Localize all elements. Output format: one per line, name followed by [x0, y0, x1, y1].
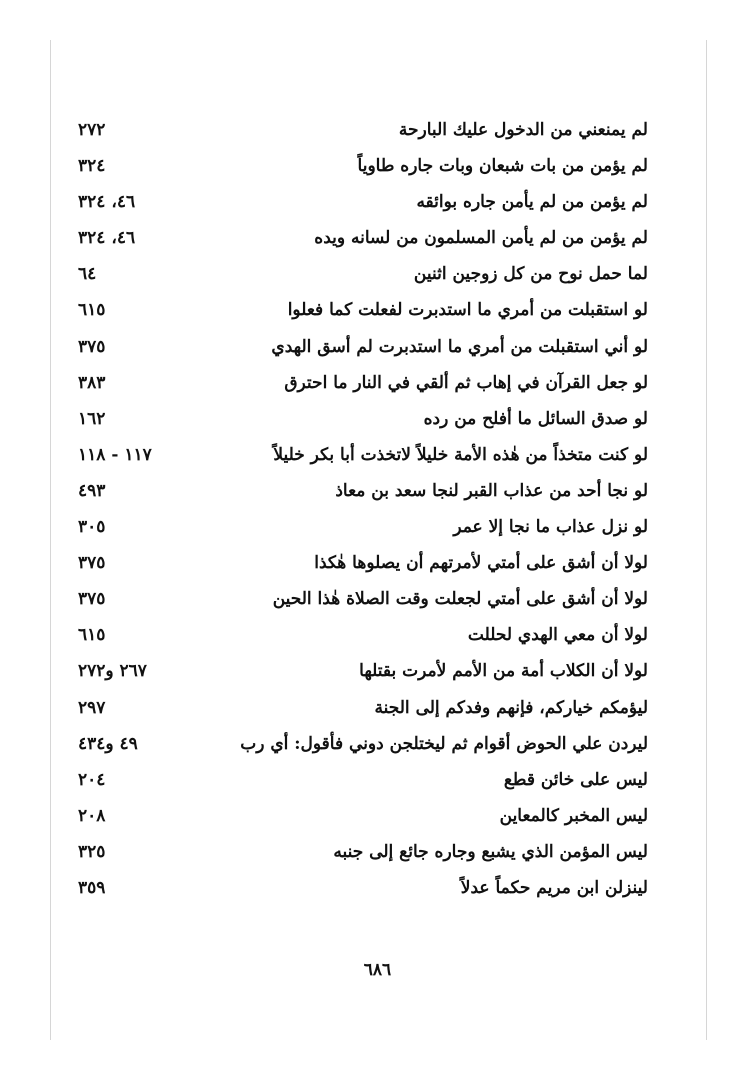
entry-page-ref: ٣٧٥ [78, 336, 106, 357]
index-entry [78, 621, 648, 657]
entry-text: لما حمل نوح من كل زوجين اثنين [413, 264, 648, 285]
index-entry [78, 730, 648, 766]
index-entry [78, 874, 648, 910]
index-entry [78, 477, 648, 513]
entry-page-ref: ٣٨٣ [78, 372, 106, 393]
entry-page-ref: ٦١٥ [78, 300, 106, 321]
index-entry [78, 585, 648, 621]
index-entry [78, 152, 648, 188]
entry-page-ref: ٢٧٢ [78, 120, 106, 140]
entry-page-ref: ٦٤ [78, 264, 97, 285]
entry-text: ليردن علي الحوض أقوام ثم ليختلجن دوني فأقول: أي رب [240, 733, 648, 754]
scan-edge-line [706, 40, 707, 1040]
entry-text: لم يؤمن من لم يأمن المسلمون من لسانه ويده [314, 228, 648, 249]
entry-text: لولا أن أشق على أمتي لجعلت وقت الصلاة هٰذا الحين [272, 589, 648, 610]
entry-page-ref: ٣٠٥ [78, 517, 106, 538]
index-entry [78, 188, 648, 224]
entry-page-ref: ٢٠٨ [78, 805, 106, 826]
index-entry [78, 405, 648, 441]
index-entry [78, 657, 648, 693]
entry-page-ref: ١٦٢ [78, 408, 106, 429]
entry-page-ref: ٣٧٥ [78, 589, 106, 610]
index-entry [78, 802, 648, 838]
entry-page-ref: ٤٩ و٤٣٤ [78, 733, 138, 754]
entry-page-ref: ٤٩٣ [78, 480, 106, 501]
entry-text: ليس المؤمن الذي يشبع وجاره جائع إلى جنبه [333, 841, 648, 862]
index-entry [78, 838, 648, 874]
entry-text: لولا أن معي الهدي لحللت [467, 625, 648, 646]
entry-page-ref: ٢٦٧ و٢٧٢ [78, 661, 147, 682]
index-entry [78, 224, 648, 260]
index-entry [78, 441, 648, 477]
entry-text: لو أني استقبلت من أمري ما استدبرت لم أسق الهدي [271, 336, 648, 357]
entry-text: لينزلن ابن مريم حكماً عدلاً [460, 877, 648, 898]
entry-page-ref: ٤٦، ٣٢٤ [78, 228, 136, 249]
entry-text: لو صدق السائل ما أفلح من رده [423, 408, 648, 429]
entry-page-ref: ٦١٥ [78, 625, 106, 646]
entry-text: لو نزل عذاب ما نجا إلا عمر [453, 517, 648, 538]
entry-text: ليؤمكم خياركم، فإنهم وفدكم إلى الجنة [374, 697, 648, 718]
entry-text: لولا أن الكلاب أمة من الأمم لأمرت بقتلها [359, 661, 648, 682]
entry-text: ليس على خائن قطع [503, 769, 648, 790]
entry-page-ref: ٢٩٧ [78, 697, 106, 718]
entry-page-ref: ٣٢٤ [78, 156, 106, 177]
index-entry [78, 369, 648, 405]
entry-page-ref: ١١٧ - ١١٨ [78, 444, 152, 465]
entry-page-ref: ٣٢٥ [78, 841, 106, 862]
index-entry [78, 333, 648, 369]
entry-text: لولا أن أشق على أمتي لأمرتهم أن يصلوها هٰكذا [314, 553, 648, 574]
entry-text: لم يؤمن من لم يأمن جاره بوائقه [416, 192, 648, 213]
index-entry [78, 296, 648, 332]
hadith-index-list [78, 116, 648, 910]
entry-text: لم يمنعني من الدخول عليك البارحة [398, 120, 648, 140]
index-entry [78, 766, 648, 802]
index-entry [78, 513, 648, 549]
index-entry [78, 260, 648, 296]
entry-text: لو كنت متخذاً من هٰذه الأمة خليلاً لاتخذت أبا بكر خليلاً [273, 444, 648, 465]
entry-text: لو نجا أحد من عذاب القبر لنجا سعد بن معاذ [335, 480, 648, 501]
index-entry [78, 549, 648, 585]
index-entry [78, 694, 648, 730]
entry-page-ref: ٣٥٩ [78, 877, 106, 898]
scan-edge-line [50, 40, 51, 1040]
entry-page-ref: ٣٧٥ [78, 553, 106, 574]
entry-text: لو استقبلت من أمري ما استدبرت لفعلت كما فعلوا [287, 300, 648, 321]
page-number: ٦٨٦ [363, 960, 392, 980]
entry-page-ref: ٢٠٤ [78, 769, 106, 790]
index-entry [78, 116, 648, 152]
entry-text: لم يؤمن من بات شبعان وبات جاره طاوياً [357, 156, 648, 177]
entry-page-ref: ٤٦، ٣٢٤ [78, 192, 136, 213]
entry-text: ليس المخبر كالمعاين [499, 805, 648, 826]
entry-text: لو جعل القرآن في إهاب ثم ألقي في النار ما احترق [284, 372, 648, 393]
